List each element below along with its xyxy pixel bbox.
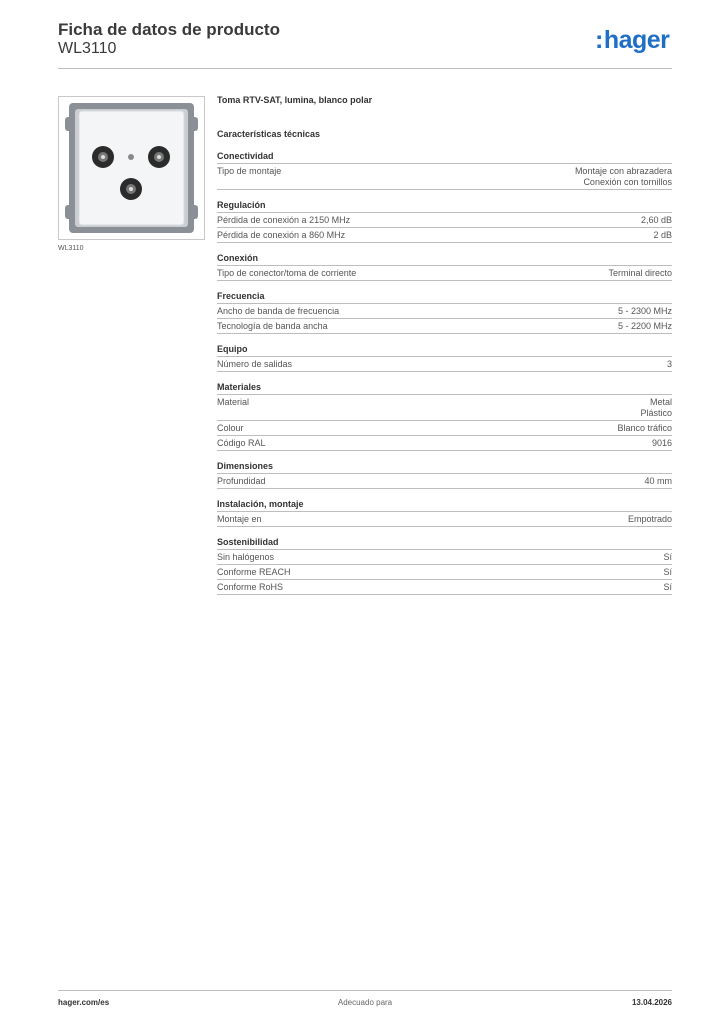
footer-divider: [58, 990, 672, 991]
spec-row: [217, 319, 672, 334]
spec-row: [217, 164, 672, 190]
spec-label: Material: [217, 397, 250, 407]
spec-label: Colour: [217, 423, 244, 433]
spec-groups: [217, 151, 672, 595]
spec-value: [653, 230, 672, 241]
spec-row: [217, 266, 672, 281]
spec-value: [667, 359, 672, 370]
spec-group-title: Conectividad: [217, 151, 672, 164]
logo-text: hager: [603, 26, 670, 54]
spec-value-line: Terminal directo: [608, 268, 672, 278]
spec-value: [652, 438, 672, 449]
spec-label: Sin halógenos: [217, 552, 275, 562]
spec-value-line: Empotrado: [627, 514, 672, 524]
spec-group: [217, 461, 672, 489]
spec-label: Tipo de montaje: [217, 166, 282, 176]
spec-value-line: Blanco tráfico: [617, 423, 672, 433]
spec-value-line: 5 - 2200 MHz: [617, 321, 672, 331]
spec-group: [217, 344, 672, 372]
footer-center-text: Adecuado para: [337, 998, 393, 1007]
spec-label: Tecnología de banda ancha: [217, 321, 328, 331]
spec-group: [217, 499, 672, 527]
spec-value-line: 2,60 dB: [640, 215, 672, 225]
spec-group-title: Equipo: [217, 344, 672, 357]
spec-value-line: Plástico: [640, 408, 672, 418]
spec-value-line: 2 dB: [653, 230, 672, 240]
spec-row: [217, 421, 672, 436]
spec-value: [641, 215, 672, 226]
spec-label: Código RAL: [217, 438, 266, 448]
spec-row: [217, 565, 672, 580]
spec-label: Conforme REACH: [217, 567, 291, 577]
spec-row: [217, 474, 672, 489]
header-divider: [58, 68, 672, 69]
spec-group-title: Sostenibilidad: [217, 537, 672, 550]
spec-group-title: Dimensiones: [217, 461, 672, 474]
spec-value: [640, 397, 672, 419]
spec-value-line: Conexión con tornillos: [583, 177, 672, 187]
spec-label: Pérdida de conexión a 2150 MHz: [217, 215, 351, 225]
spec-row: [217, 436, 672, 451]
spec-value: [608, 268, 672, 279]
spec-row: [217, 228, 672, 243]
spec-row: [217, 304, 672, 319]
spec-group-title: Conexión: [217, 253, 672, 266]
spec-value: [663, 582, 672, 593]
image-caption: WL3110: [58, 245, 84, 252]
spec-label: Profundidad: [217, 476, 266, 486]
spec-row: [217, 213, 672, 228]
rtv-sat-socket-icon: [59, 97, 204, 239]
spec-value-line: Sí: [663, 582, 672, 592]
spec-value: [618, 321, 672, 332]
spec-row: [217, 550, 672, 565]
footer-date: 13.04.2026: [631, 998, 672, 1007]
logo-colon-icon: :: [595, 26, 603, 54]
spec-value-line: Sí: [663, 567, 672, 577]
spec-group-title: Instalación, montaje: [217, 499, 672, 512]
product-title: Toma RTV-SAT, lumina, blanco polar: [217, 95, 373, 105]
spec-label: Tipo de conector/toma de corriente: [217, 268, 357, 278]
spec-value: [663, 552, 672, 563]
spec-value-line: 9016: [651, 438, 672, 448]
spec-label: Número de salidas: [217, 359, 293, 369]
spec-value: [617, 423, 672, 434]
product-code: WL3110: [58, 40, 117, 57]
spec-content: [217, 95, 672, 605]
spec-value: [575, 166, 672, 188]
spec-group-title: Materiales: [217, 382, 672, 395]
spec-group: [217, 253, 672, 281]
spec-group: [217, 200, 672, 243]
spec-row: [217, 357, 672, 372]
spec-row: [217, 580, 672, 595]
hager-logo: [595, 26, 669, 55]
spec-group: [217, 291, 672, 334]
spec-value: [618, 306, 672, 317]
spec-row: [217, 512, 672, 527]
spec-group-title: Regulación: [217, 200, 672, 213]
spec-row: [217, 395, 672, 421]
spec-group-title: Frecuencia: [217, 291, 672, 304]
spec-value: [628, 514, 672, 525]
spec-value: [644, 476, 672, 487]
spec-label: Montaje en: [217, 514, 262, 524]
spec-value-line: 5 - 2300 MHz: [617, 306, 672, 316]
spec-value-line: 3: [666, 359, 672, 369]
spec-group: [217, 537, 672, 595]
spec-value-line: Metal: [649, 397, 672, 407]
spec-value-line: Sí: [663, 552, 672, 562]
spec-group: [217, 382, 672, 451]
spec-label: Ancho de banda de frecuencia: [217, 306, 340, 316]
spec-value: [663, 567, 672, 578]
spec-group: [217, 151, 672, 190]
page-title: Ficha de datos de producto: [58, 20, 280, 39]
spec-value-line: 40 mm: [644, 476, 672, 486]
footer-website: hager.com/es: [58, 998, 110, 1007]
spec-label: Pérdida de conexión a 860 MHz: [217, 230, 346, 240]
product-image: [58, 96, 205, 240]
tech-heading: Características técnicas: [217, 129, 321, 139]
spec-label: Conforme RoHS: [217, 582, 284, 592]
spec-value-line: Montaje con abrazadera: [574, 166, 672, 176]
